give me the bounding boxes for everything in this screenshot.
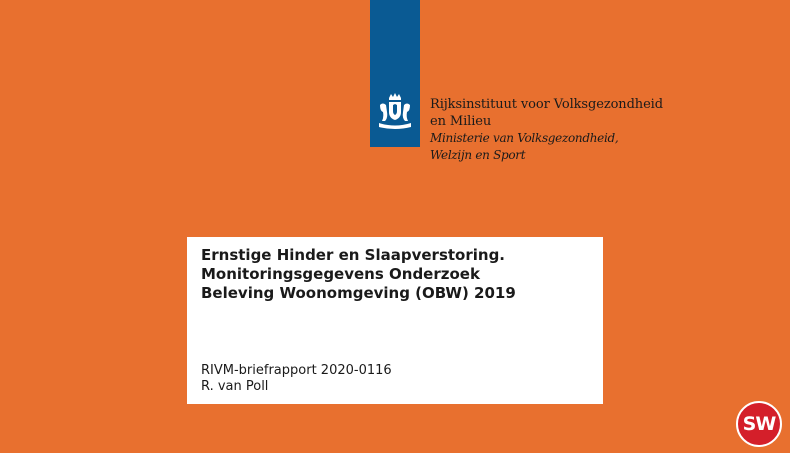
report-title-line-2: Monitoringsgegevens Onderzoek bbox=[201, 265, 480, 283]
org-name-line-2: en Milieu bbox=[430, 114, 492, 129]
report-title-line-1: Ernstige Hinder en Slaapverstoring. bbox=[201, 246, 506, 264]
report-meta bbox=[201, 363, 392, 395]
org-name-line-1: Rijksinstituut voor Volksgezondheid bbox=[430, 97, 663, 112]
title-box bbox=[187, 237, 603, 404]
report-title bbox=[201, 246, 596, 303]
royal-crest-icon bbox=[376, 92, 414, 132]
ministry-name-line-2: Welzijn en Sport bbox=[430, 148, 526, 162]
report-title-line-3: Beleving Woonomgeving (OBW) 2019 bbox=[201, 284, 516, 302]
report-author: R. van Poll bbox=[201, 379, 269, 394]
report-number: RIVM-briefrapport 2020-0116 bbox=[201, 363, 392, 378]
logo-ribbon bbox=[370, 0, 420, 147]
ministry-name-line-1: Ministerie van Volksgezondheid, bbox=[430, 131, 619, 145]
organization-name bbox=[430, 96, 760, 164]
sw-badge[interactable]: SW bbox=[736, 401, 782, 447]
